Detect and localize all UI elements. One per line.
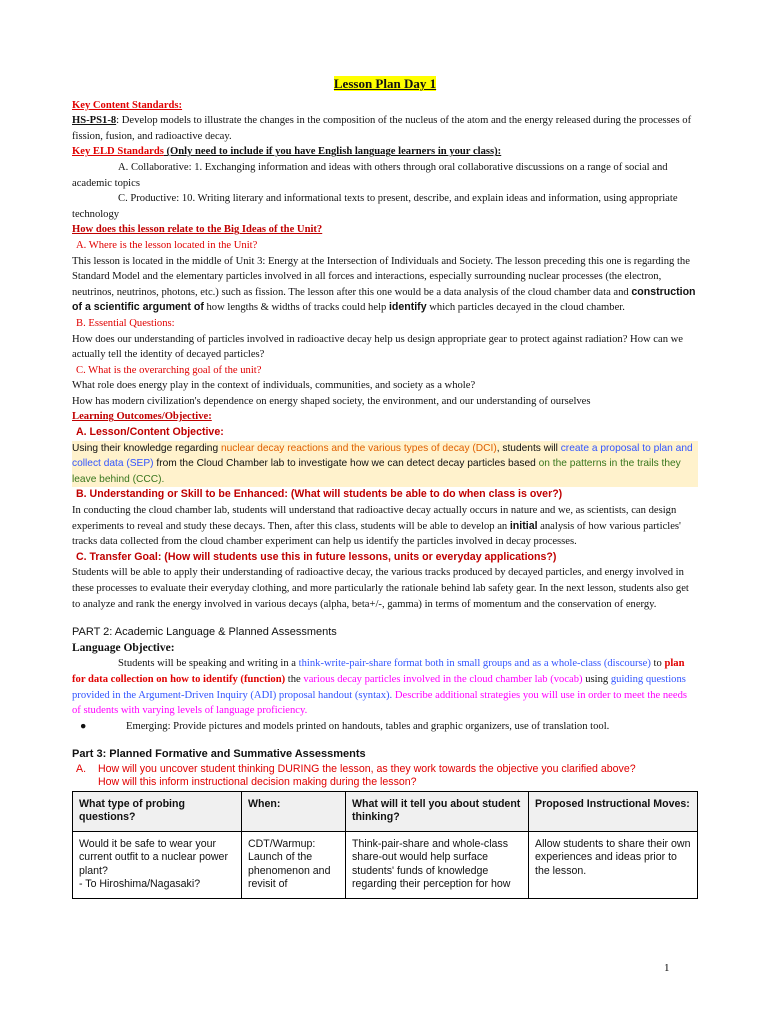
outcomes-b-text: In conducting the cloud chamber lab, students will understand that radioactive decay actually occurs in nature and we, as scientists, can design experiments to reveal and study these decays. Then, after this class, students will be able to develop an initial analysis of how various particles' tracks data collected from the cloud chamber experiment can help us identify the particles involved in decay processes. bbox=[72, 505, 681, 548]
strategy-bullet bbox=[72, 719, 698, 735]
big-ideas-c-label: C. What is the overarching goal of the unit? bbox=[76, 364, 262, 376]
language-objective-heading: Language Objective: bbox=[72, 641, 175, 654]
table-header: Proposed Instructional Moves: bbox=[529, 791, 698, 831]
eld-heading: Key ELD Standards (Only need to include if you have English language learners in your class): bbox=[72, 146, 502, 158]
outcomes-a-label: A. Lesson/Content Objective: bbox=[76, 426, 224, 439]
big-ideas-b-label: B. Essential Questions: bbox=[76, 317, 175, 329]
outcomes-c-text: Students will be able to apply their understanding of radioactive decay, the various tracks produced by decayed particles, and energy involved in these processes to evaluate their everyday clothing, and more particularly the rationale behind lab safety gear. In the next lesson, students also get to analyze and rank the energy involved in various decays (alpha, beta+/-, gamma) in terms of momentum and the conservation of energy. bbox=[72, 567, 689, 610]
key-content-standard: HS-PS1-8: Develop models to illustrate the changes in the composition of the nucleus of the atom and the energy released during the processes of fission, fusion, and radioactive decay. bbox=[72, 115, 692, 142]
big-ideas-c-text-1: What role does energy play in the context of individuals, communities, and society as a whole? bbox=[72, 380, 476, 392]
table-cell: Think-pair-share and whole-class share-out would help surface students' funds of knowledge regarding their perception for how bbox=[346, 831, 529, 898]
key-content-heading: Key Content Standards: bbox=[72, 99, 183, 111]
outcomes-heading: Learning Outcomes/Objective: bbox=[72, 411, 212, 423]
part3-question-a: A. How will you uncover student thinking DURING the lesson, as they work towards the objective you clarified above? How will this inform instructional decision making during the lesson? bbox=[76, 762, 636, 789]
assessment-table bbox=[72, 791, 698, 899]
big-ideas-a-label: A. Where is the lesson located in the Unit? bbox=[76, 239, 258, 251]
table-header: What type of probing questions? bbox=[73, 791, 242, 831]
big-ideas-a-text: This lesson is located in the middle of Unit 3: Energy at the Intersection of Individuals and Society. The lesson preceding this one is regarding the Standard Model and the elementary particles involved in all forces and interactions, especially surrounding nuclear processes (the electron, neutrinos, neutrinos, photons, etc.) such as fission. The lesson after this one would be a data analysis of the cloud chamber data and construction of a scientific argument of how lengths & widths of tracks could help identify which particles decayed in the cloud chamber. bbox=[72, 255, 696, 314]
part3-heading: Part 3: Planned Formative and Summative Assessments bbox=[72, 748, 366, 761]
document-page bbox=[72, 76, 698, 899]
language-objective-text: Students will be speaking and writing in a think-write-pair-share format both in small groups and as a whole-class (discourse) to plan for data collection on how to identify (function) the various decay particles involved in the cloud chamber lab (vocab) using guiding questions provided in the Argument-Driven Inquiry (ADI) proposal handout (syntax). Describe additional strategies you will use in order to meet the needs of students with varying levels of language proficiency. bbox=[72, 658, 687, 717]
big-ideas-b-text: How does our understanding of particles involved in radioactive decay help us design appropriate gear to protect against radiation? How can we actually tell the identity of decayed particles? bbox=[72, 333, 683, 361]
eld-item-a: A. Collaborative: 1. Exchanging information and ideas with others through oral collaborative discussions on a range of social and academic topics bbox=[72, 161, 668, 189]
part2-heading: PART 2: Academic Language & Planned Assessments bbox=[72, 626, 337, 639]
table-header-row bbox=[73, 791, 698, 831]
table-header: When: bbox=[242, 791, 346, 831]
page-title: Lesson Plan Day 1 bbox=[333, 76, 437, 91]
big-ideas-heading: How does this lesson relate to the Big Ideas of the Unit? bbox=[72, 224, 323, 236]
outcomes-c-label: C. Transfer Goal: (How will students use this in future lessons, units or everyday applications?) bbox=[76, 550, 557, 563]
big-ideas-c-text-2: How has modern civilization's dependence on energy shaped society, the environment, and our understanding of ourselves bbox=[72, 395, 591, 407]
outcomes-b-label: B. Understanding or Skill to be Enhanced: (What will students be able to do when class is over?) bbox=[76, 488, 563, 501]
table-cell: Allow students to share their own experiences and ideas prior to the lesson. bbox=[529, 831, 698, 898]
table-cell: Would it be safe to wear your current outfit to a nuclear power plant? - To Hiroshima/Nagasaki? bbox=[73, 831, 242, 898]
bullet-dot: ● bbox=[80, 720, 87, 732]
table-row bbox=[73, 831, 698, 898]
table-header: What will it tell you about student thinking? bbox=[346, 791, 529, 831]
outcomes-a-text: Using their knowledge regarding nuclear decay reactions and the various types of decay (DCI), students will create a proposal to plan and collect data (SEP) from the Cloud Chamber lab to investigate how we can detect decay particles based on the patterns in the trails they leave behind (CCC). bbox=[72, 441, 698, 488]
strategy-text: Emerging: Provide pictures and models printed on handouts, tables and graphic organizers, use of translation tool. bbox=[126, 720, 610, 732]
table-cell: CDT/Warmup: Launch of the phenomenon and revisit of bbox=[242, 831, 346, 898]
eld-item-c: C. Productive: 10. Writing literary and informational texts to present, describe, and explain ideas and information, using appropriate technology bbox=[72, 193, 678, 220]
page-number: 1 bbox=[664, 962, 670, 974]
